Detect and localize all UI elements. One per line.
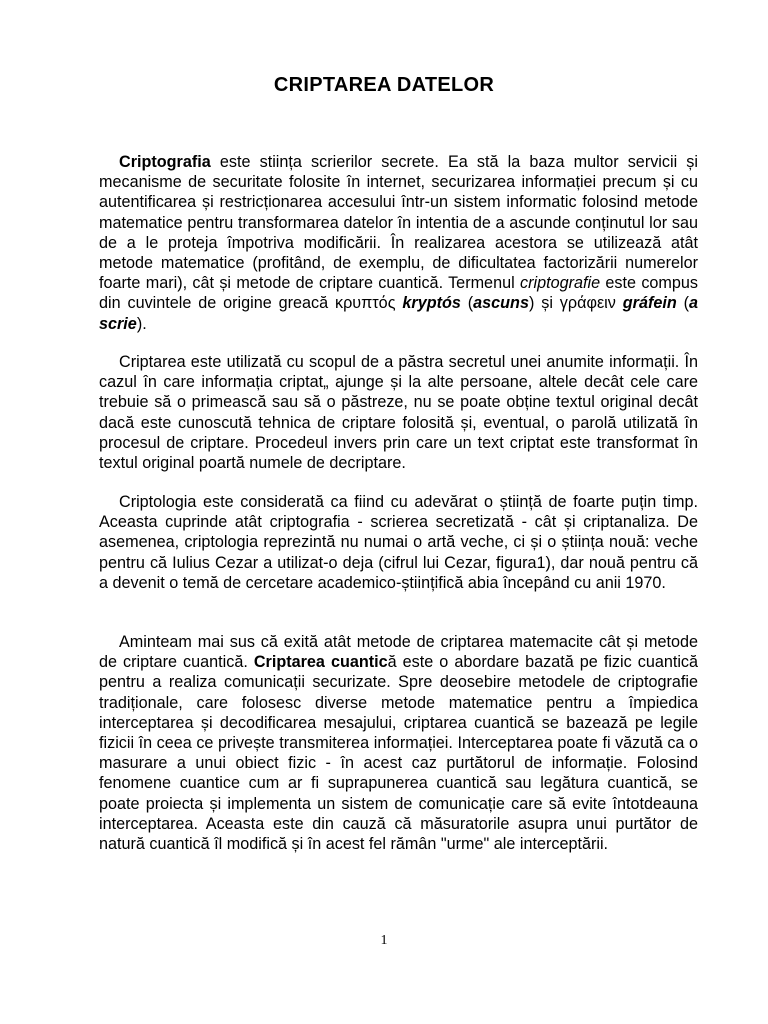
- latin-kryptos: kryptós: [402, 294, 461, 313]
- p1-text-2: este compus din cuvintele de origine greacă: [99, 274, 699, 313]
- p4-text-1: Aminteam mai sus că exită atât metode de criptarea matemacite cât și metode de criptare cuantică.: [99, 633, 698, 672]
- meaning-ascuns: ascuns: [473, 294, 529, 313]
- greek-grafein: γράφειν: [559, 294, 616, 313]
- p1-text-1: este stiința scrierilor secrete. Ea stă la baza multor servicii și mecanisme de securitate folosite în internet, securizarea informației precum și cu autentificarea și restricționarea accesului într-un sistem informatic folosind metode matematice pentru transformarea datelor în intentia de a ascunde conținutul lor sau de a le proteja împotriva modificării. În realizarea acestora se utilizează atât metode matematice (profitând, de exemplu, de dificultatea factorizării numerelor foarte mari), cât și metode de criptare cuantică. Termenul: [99, 153, 698, 293]
- p1-end: ).: [136, 314, 147, 333]
- meaning-a-scrie: a scrie: [99, 294, 699, 333]
- p4-text-2: este o abordare bazată pe fizic cuantică pentru a realiza comunicații securizate. Spre deosebire metodele de criptografie tradiționale, care folosesc diverse metode matematice pentru a împiedica interceptarea și decodificarea mesajului, criptarea cuantică se bazează pe legile fizicii în ceea ce privește transmiterea informației. Interceptarea poate fi văzută ca o masurare a unui obiect fizic - în acest caz purtătorul de informație. Folosind fenomene cuantice cum ar fi suprapunerea cuantică sau legătura cuantică, se poate proiecta și implementa un sistem de comunicație care să evite întotdeauna interceptarea. Aceasta este din cauză că măsuratorile asupra unui purtător de natură cuantică îl modifică și în acest fel rămân "urme" ale interceptării.: [99, 653, 699, 854]
- term-criptarea-cuantica: Criptarea cuantic: [253, 653, 388, 672]
- paragraph-3: [99, 492, 698, 593]
- document-title: CRIPTAREA DATELOR: [273, 74, 495, 96]
- greek-kryptos: κρυπτός: [334, 294, 396, 313]
- term-criptografie: criptografie: [520, 274, 601, 293]
- p1-paren-open-1: (: [460, 294, 474, 313]
- p1-paren-open-2: (: [676, 294, 690, 313]
- page-number: 1: [380, 933, 388, 948]
- latin-grafein: gráfein: [622, 294, 677, 313]
- paragraph-4: [99, 632, 698, 854]
- paragraph-2: [99, 352, 698, 473]
- p1-space-2: [616, 294, 623, 312]
- p3-text: Criptologia este considerată ca fiind cu adevărat o știință de foarte puțin timp. Aceasta cuprinde atât criptografia - scrierea secretizată - cât și criptanaliza. De asemenea, criptologia reprezintă nu numai o artă veche, ci și o știința nouă: veche pentru că Iulius Cezar a utilizat-o deja (cifrul lui Cezar, figura1), dar nouă pentru că a devenit o temă de cercetare academico-științifică abia începând cu anii 1970.: [99, 493, 698, 592]
- p1-text-3: ) și: [528, 294, 560, 313]
- term-criptografia: Criptografia: [119, 153, 211, 171]
- p4-term-tail: ă: [387, 653, 397, 672]
- p2-text: Criptarea este utilizată cu scopul de a păstra secretul unei anumite informații. În cazul în care informația criptat„ ajunge și la alte persoane, altele decât cele care trebuie să o primească sau să o păstreze, nu se poate obține textul original decât dacă este cunoscută tehnica de criptare folosită și, eventual, o parolă utilizată în procesul de criptare. Procedeul invers prin care un text criptat este transformat în textul original poartă numele de decriptare.: [99, 353, 698, 473]
- paragraph-1: [99, 152, 698, 334]
